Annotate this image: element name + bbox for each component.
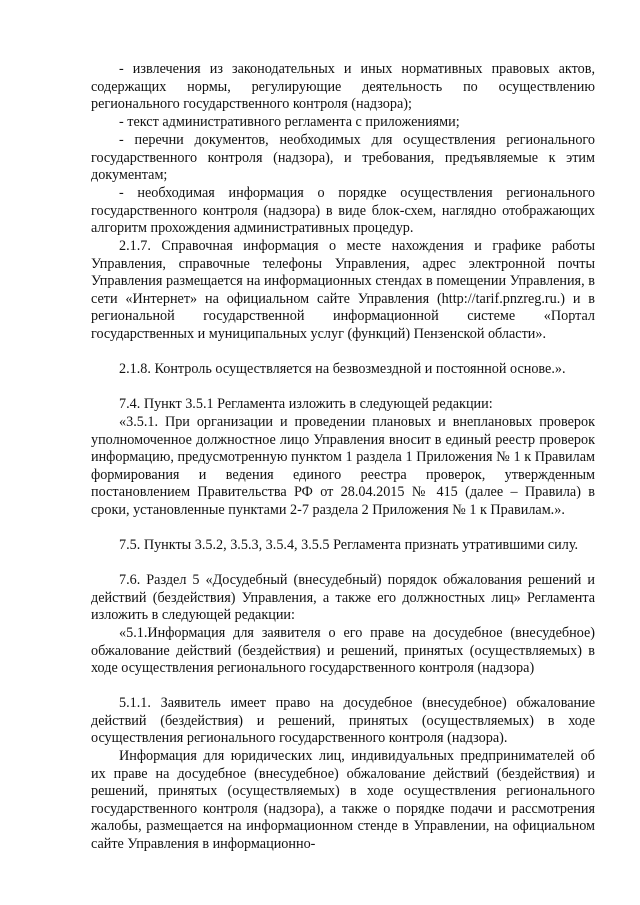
paragraph-3-5-1: «3.5.1. При организации и проведении плановых и внеплановых проверок уполномоченное должностное лицо Управления вносит в единый реестр проверок информацию, предусмотренную пунктом 1 раздела 1 Приложения № 1 к Правилам формирования и ведения единого реестра проверок, утвержденным постановлением Правительства РФ от 28.04.2015 № 415 (далее – Правила) в сроки, установленные пунктами 2-7 раздела 2 Приложения № 1 к Правилам.». xyxy=(91,414,595,518)
paragraph-list-item-extracts: - извлечения из законодательных и иных нормативных правовых актов, содержащих нормы, регулирующие деятельность по осуществлению регионального государственного контроля (надзора); xyxy=(91,61,595,113)
paragraph-info-for-legal-entities: Информация для юридических лиц, индивидуальных предпринимателей об их праве на досудебное (внесудебное) обжалование действий (бездействия) и решений, принятых (осуществляемых) в ходе осуществления регионального государственного контроля (надзора), а также о порядке подачи и рассмотрения жалобы, размещается на информационном стенде в Управлении, на официальном сайте Управления в информационно- xyxy=(91,748,595,852)
paragraph-7-6: 7.6. Раздел 5 «Досудебный (внесудебный) порядок обжалования решений и действий (бездействия) Управления, а также его должностных лиц» Регламента изложить в следующей редакции: xyxy=(91,572,595,624)
paragraph-5-1: «5.1.Информация для заявителя о его праве на досудебное (внесудебное) обжалование действий (бездействия) и решений, принятых (осуществляемых) в ходе осуществления регионального государственного контроля (надзора) xyxy=(91,625,595,677)
paragraph-5-1-1: 5.1.1. Заявитель имеет право на досудебное (внесудебное) обжалование действий (бездействия) и решений, принятых (осуществляемых) в ходе осуществления регионального государственного контроля (надзора). xyxy=(91,695,595,747)
paragraph-7-5: 7.5. Пункты 3.5.2, 3.5.3, 3.5.4, 3.5.5 Регламента признать утратившими силу. xyxy=(119,537,579,553)
paragraph-list-item-flowcharts: - необходимая информация о порядке осуществления регионального государственного контроля (надзора) в виде блок-схем, наглядно отображающих алгоритм прохождения административных процедур. xyxy=(91,185,595,237)
paragraph-list-item-regulation-text: - текст административного регламента с приложениями; xyxy=(119,114,460,130)
paragraph-2-1-8: 2.1.8. Контроль осуществляется на безвозмездной и постоянной основе.». xyxy=(119,361,566,377)
paragraph-7-4: 7.4. Пункт 3.5.1 Регламента изложить в следующей редакции: xyxy=(119,396,493,412)
paragraph-2-1-7: 2.1.7. Справочная информация о месте нахождения и графике работы Управления, справочные телефоны Управления, адрес электронной почты Управления размещается на информационных стендах в помещении Управления, в сети «Интернет» на официальном сайте Управления (http://tarif.pnzreg.ru.) и в региональной государственной информационной системе «Портал государственных и муниципальных услуг (функций) Пензенской области». xyxy=(91,238,595,342)
paragraph-list-item-document-lists: - перечни документов, необходимых для осуществления регионального государственного контроля (надзора), и требования, предъявляемые к этим документам; xyxy=(91,132,595,184)
